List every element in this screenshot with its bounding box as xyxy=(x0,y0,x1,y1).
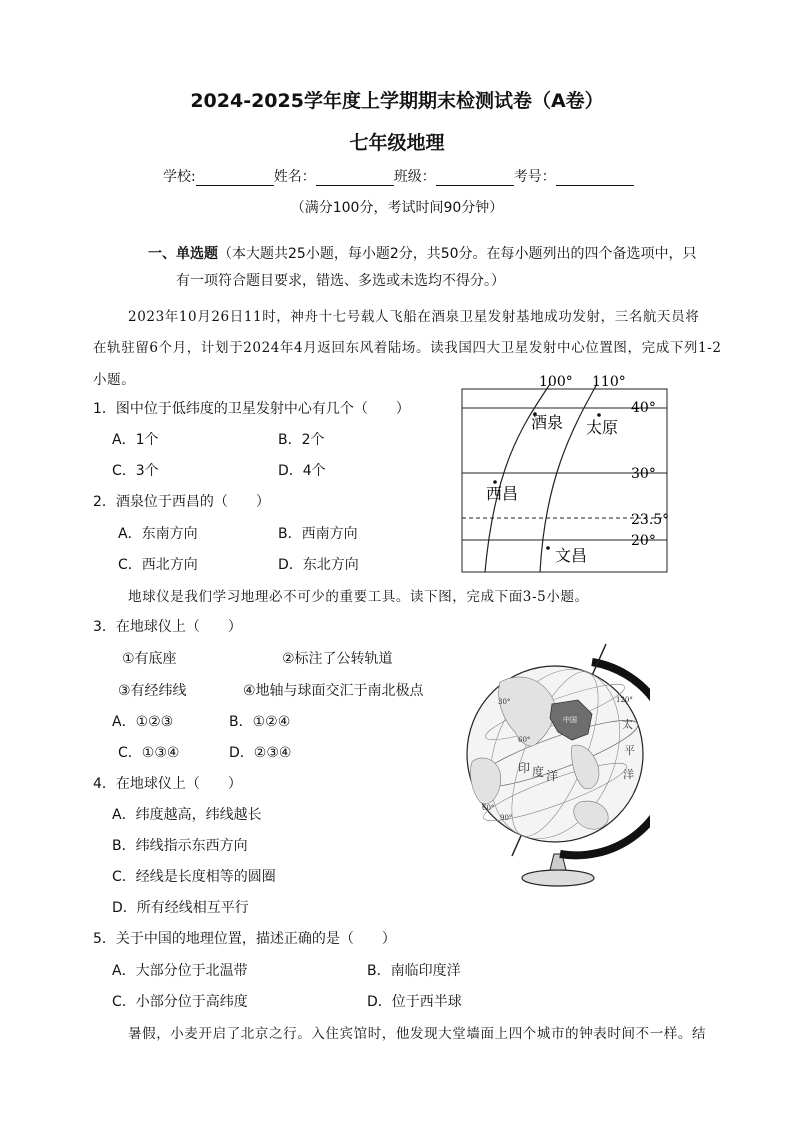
passage3-line1: 暑假，小麦开启了北京之行。入住宾馆时，他发现大堂墙面上四个城市的钟表时间不一样。结 xyxy=(128,1026,707,1042)
q3-statement-4: ④地轴与球面交汇于南北极点 xyxy=(243,683,424,699)
q2-option-b[interactable]: B．西南方向 xyxy=(278,526,358,542)
wenchang-label: 文昌 xyxy=(555,546,588,565)
lat-30-mark: 30° xyxy=(498,698,511,706)
q1-option-c[interactable]: C．3个 xyxy=(112,463,159,479)
lat-23-label: 23.5° xyxy=(631,512,670,528)
q1-option-b[interactable]: B．2个 xyxy=(278,432,325,448)
q3-option-b[interactable]: B．①②④ xyxy=(229,714,291,730)
q3-statement-2: ②标注了公转轨道 xyxy=(282,651,393,667)
q1-stem: 1．图中位于低纬度的卫星发射中心有几个（ ） xyxy=(93,401,410,417)
china-label: 中国 xyxy=(563,716,577,724)
q1-option-a[interactable]: A．1个 xyxy=(112,432,159,448)
q4-option-c[interactable]: C．经线是长度相等的圆圈 xyxy=(112,869,276,885)
school-blank[interactable] xyxy=(196,171,274,186)
class-blank[interactable] xyxy=(436,171,514,186)
q5-option-d[interactable]: D．位于西半球 xyxy=(367,994,462,1010)
lon-60-mark: 60° xyxy=(482,804,495,812)
q3-stem: 3．在地球仪上（ ） xyxy=(93,619,242,635)
lon-120-mark: 120° xyxy=(616,696,633,704)
q5-option-b[interactable]: B．南临印度洋 xyxy=(367,963,461,979)
q4-stem: 4．在地球仪上（ ） xyxy=(93,776,242,792)
score-note: （满分100分，考试时间90分钟） xyxy=(290,200,504,216)
taiyuan-label: 太原 xyxy=(586,418,619,437)
globe-base xyxy=(522,870,594,886)
lon-90-mark: 90° xyxy=(500,814,513,822)
q2-option-d[interactable]: D．东北方向 xyxy=(278,557,359,573)
globe-illustration xyxy=(460,642,650,892)
name-label: 姓名： xyxy=(273,169,316,185)
section-heading xyxy=(148,243,697,263)
xichang-label: 西昌 xyxy=(486,484,519,503)
exam-subject: 七年级地理 xyxy=(349,132,445,154)
school-label: 学校: xyxy=(163,169,196,185)
exam-number-label: 考号： xyxy=(513,169,556,185)
name-blank[interactable] xyxy=(316,171,394,186)
q3-option-a[interactable]: A．①②③ xyxy=(112,714,174,730)
pacific-label-yang: 洋 xyxy=(623,768,634,781)
q3-option-d[interactable]: D．②③④ xyxy=(229,745,292,761)
lat-30-label: 30° xyxy=(631,466,656,482)
passage1-line2: 在轨驻留6个月，计划于2024年4月返回东风着陆场。读我国四大卫星发射中心位置图，完成下列1-2 xyxy=(93,340,722,356)
lat-60-mark: 60° xyxy=(518,736,531,744)
ocean-label-du: 度 xyxy=(532,765,545,779)
lat-20-label: 20° xyxy=(631,533,656,549)
q4-option-d[interactable]: D．所有经线相互平行 xyxy=(112,900,249,916)
lat-40-label: 40° xyxy=(631,400,656,416)
lon-110-label: 110° xyxy=(592,374,626,390)
pacific-label-tai: 太 xyxy=(622,718,633,731)
info-fields xyxy=(163,166,634,186)
q3-option-c[interactable]: C．①③④ xyxy=(118,745,180,761)
q5-option-a[interactable]: A．大部分位于北温带 xyxy=(112,963,248,979)
q1-option-d[interactable]: D．4个 xyxy=(278,463,326,479)
section-instruction-2: 有一项符合题目要求，错选、多选或未选均不得分。） xyxy=(176,273,505,289)
launch-center-map xyxy=(455,372,675,577)
class-label: 班级： xyxy=(393,169,436,185)
lon-100-label: 100° xyxy=(539,374,573,390)
passage1-line3: 小题。 xyxy=(93,372,136,388)
ocean-label-yin: 印 xyxy=(518,761,531,775)
q3-statement-3: ③有经纬线 xyxy=(118,683,187,699)
taiyuan-dot xyxy=(597,413,601,417)
q2-stem: 2．酒泉位于西昌的（ ） xyxy=(93,494,270,510)
q2-option-c[interactable]: C．西北方向 xyxy=(118,557,198,573)
exam-title: 2024-2025学年度上学期期末检测试卷（A卷） xyxy=(190,90,604,112)
q4-option-a[interactable]: A．纬度越高，纬线越长 xyxy=(112,807,262,823)
wenchang-dot xyxy=(546,546,550,550)
q3-statement-1: ①有底座 xyxy=(122,651,177,667)
ocean-label-yang: 洋 xyxy=(546,769,559,783)
passage2-line1: 地球仪是我们学习地理必不可少的重要工具。读下图，完成下面3-5小题。 xyxy=(128,589,589,605)
section-title: 一、单选题 xyxy=(148,246,218,262)
jiuquan-label: 酒泉 xyxy=(531,413,564,432)
q5-option-c[interactable]: C．小部分位于高纬度 xyxy=(112,994,248,1010)
section-instruction-1: （本大题共25小题，每小题2分，共50分。在每小题列出的四个备选项中，只 xyxy=(218,246,697,262)
q2-option-a[interactable]: A．东南方向 xyxy=(118,526,198,542)
passage1-line1: 2023年10月26日11时，神舟十七号载人飞船在酒泉卫星发射基地成功发射，三名航天员将 xyxy=(128,309,700,325)
q5-stem: 5．关于中国的地理位置，描述正确的是（ ） xyxy=(93,931,396,947)
exam-number-blank[interactable] xyxy=(556,171,634,186)
pacific-label-ping: 平 xyxy=(624,744,635,757)
q4-option-b[interactable]: B．纬线指示东西方向 xyxy=(112,838,248,854)
